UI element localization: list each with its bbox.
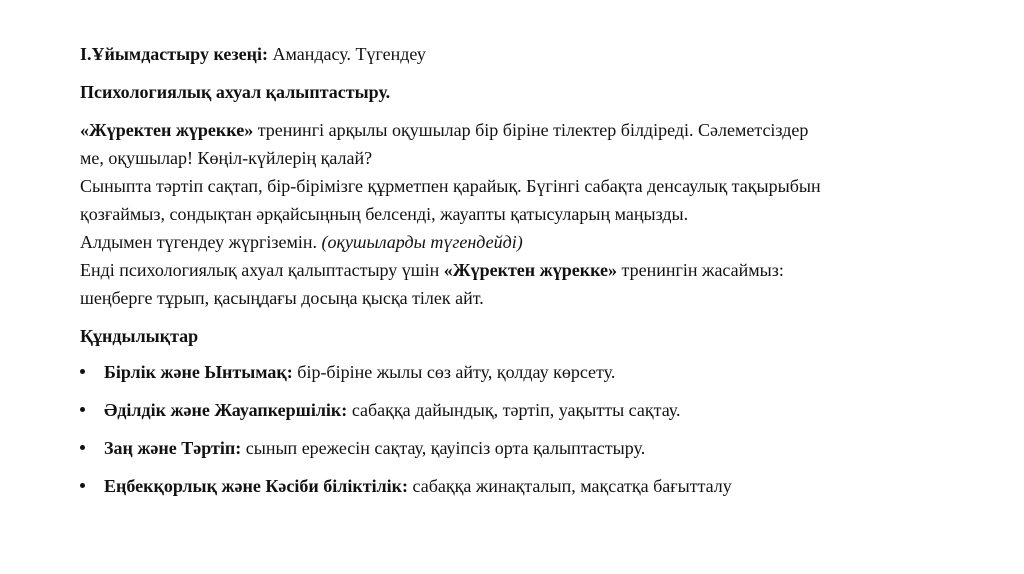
stage-title: І.Ұйымдастыру кезеңі: [80,44,268,64]
intro-line-7: шеңберге тұрып, қасыңдағы досыңа қысқа тілек айт. [80,288,484,308]
intro-line-5 [80,228,980,256]
stage-text: Амандасу. Түгендеу [267,44,426,64]
intro-line-3: Сыныпта тәртіп сақтап, бір-бірімізге құрметпен қарайық. Бүгінгі сабақта денсаулық тақырыбын [80,176,821,196]
values-list-item [80,396,980,424]
stage-line [80,40,980,68]
values-heading: Құндылықтар [80,326,199,346]
psych-heading: Психологиялық ахуал қалыптастыру. [80,82,391,102]
value-label: Әділдік және Жауапкершілік: [104,400,348,420]
bullet-icon [80,407,85,412]
intro-line-1 [80,116,980,144]
training-name: «Жүректен жүрекке» [80,120,254,140]
intro-line-6-bold: «Жүректен жүрекке» [443,260,618,280]
intro-line-1-rest: тренингі арқылы оқушылар бір біріне тілектер білдіреді. Сәлеметсіздер [253,120,809,140]
value-text: сабаққа дайындық, тәртіп, уақытты сақтау. [347,400,681,420]
intro-line-6-start: Енді психологиялық ахуал қалыптастыру үшін [80,260,444,280]
values-list-item [80,358,980,386]
intro-line-6 [80,256,980,284]
values-list [80,358,980,500]
intro-paragraph [80,116,980,312]
values-list-item [80,434,980,462]
slide-content [80,40,980,510]
bullet-icon [80,369,85,374]
value-text: бір-біріне жылы сөз айту, қолдау көрсету. [292,362,616,382]
intro-line-5-italic: (оқушыларды түгендейді) [321,232,523,252]
bullet-icon [80,483,85,488]
value-label: Бірлік және Ынтымақ: [104,362,293,382]
intro-line-6-end: тренингін жасаймыз: [617,260,784,280]
bullet-icon [80,445,85,450]
value-text: сынып ережесін сақтау, қауіпсіз орта қалыптастыру. [241,438,646,458]
value-label: Еңбекқорлық және Кәсіби біліктілік: [104,476,409,496]
values-list-item [80,472,980,500]
value-text: сабаққа жинақталып, мақсатқа бағытталу [408,476,732,496]
value-label: Заң және Тәртіп: [104,438,242,458]
intro-line-2: ме, оқушылар! Көңіл-күйлерің қалай? [80,148,373,168]
intro-line-5-text: Алдымен түгендеу жүргіземін. [80,232,322,252]
intro-line-4: қозғаймыз, сондықтан әрқайсыңның белсенді, жауапты қатысуларың маңызды. [80,204,689,224]
